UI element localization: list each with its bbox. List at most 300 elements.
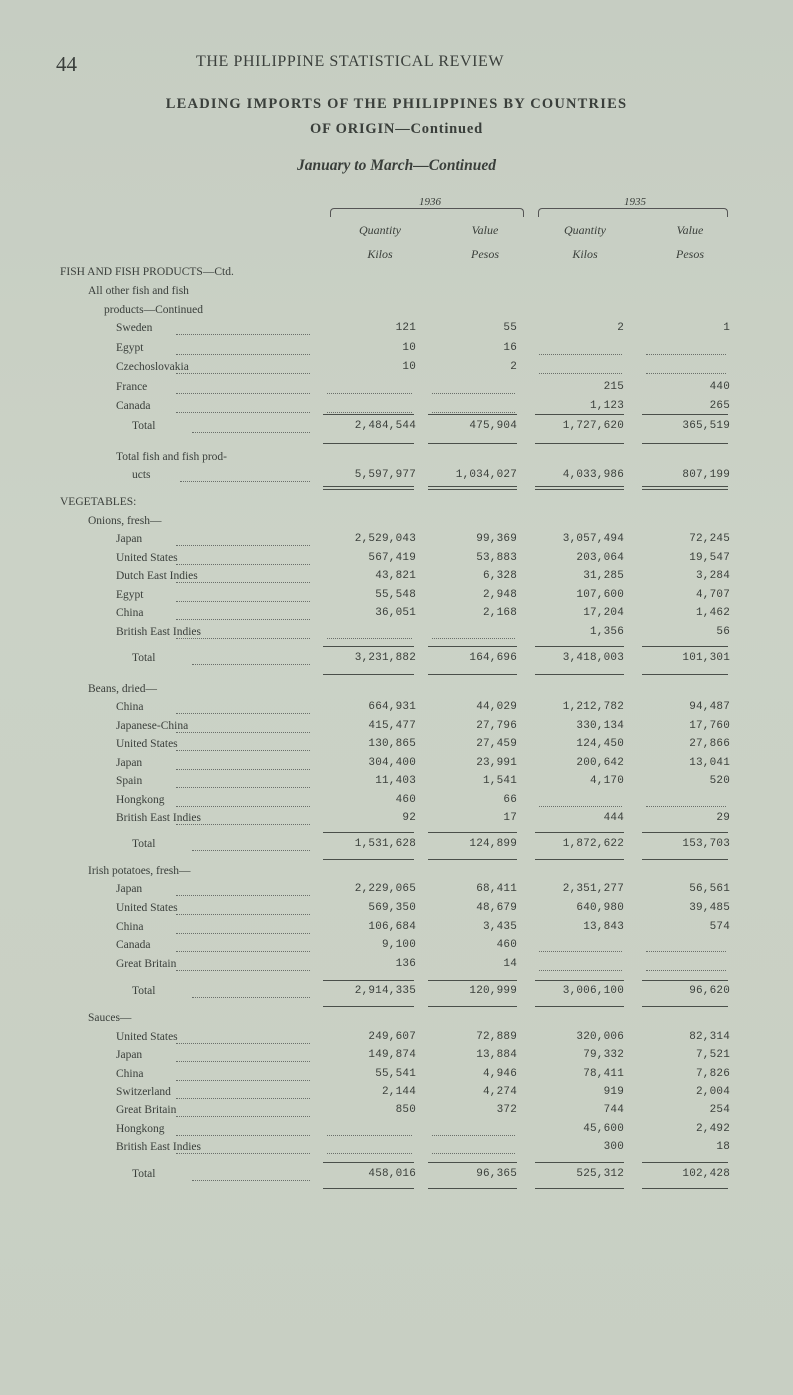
total-rule xyxy=(428,832,517,833)
cell-q36: 92 xyxy=(402,812,416,824)
table-row xyxy=(0,361,793,379)
section-heading-vegetables: VEGETABLES: xyxy=(60,496,137,508)
cell-v36: 2,948 xyxy=(482,588,517,601)
cell-v36: 14 xyxy=(503,958,517,971)
row-label: Canada xyxy=(116,400,151,413)
cell-q35: 1,356 xyxy=(589,626,624,638)
total-rule xyxy=(642,646,728,647)
cell-q35: 744 xyxy=(603,1104,624,1117)
leader-dots xyxy=(176,933,310,934)
table-row xyxy=(0,902,793,920)
row-label: China xyxy=(116,920,144,933)
table-row xyxy=(0,958,793,976)
total-rule xyxy=(642,832,728,833)
empty-cell xyxy=(539,806,622,807)
cell-q35: 444 xyxy=(603,812,624,824)
total-rule xyxy=(535,414,624,415)
leader-dots xyxy=(176,601,310,602)
cell-v35: 4,707 xyxy=(695,588,730,601)
table-row xyxy=(0,342,793,360)
leader-dots xyxy=(176,824,310,825)
total-rule xyxy=(323,859,414,860)
cell-v36: 475,904 xyxy=(469,420,517,432)
col-value-1935: Value xyxy=(676,223,704,237)
total-rule xyxy=(323,980,414,981)
table-row xyxy=(0,921,793,939)
total-rule xyxy=(428,414,517,415)
cell-q36: 55,541 xyxy=(375,1067,416,1080)
cell-q35: 79,332 xyxy=(583,1049,624,1062)
subsection-heading-other-fish: All other fish and fish xyxy=(88,285,189,297)
total-rule xyxy=(642,674,728,675)
cell-v36: 4,274 xyxy=(482,1085,517,1098)
total-rule xyxy=(535,832,624,833)
total-rule xyxy=(535,443,624,444)
row-label: United States xyxy=(116,738,178,750)
cell-q36: 664,931 xyxy=(368,701,416,713)
cell-v35: 3,284 xyxy=(695,570,730,583)
table-row xyxy=(0,533,793,551)
cell-q36: 11,403 xyxy=(375,775,416,787)
total-rule xyxy=(535,1162,624,1163)
table-row xyxy=(0,1123,793,1141)
cell-q36: 2,144 xyxy=(381,1085,416,1098)
cell-q36: 5,597,977 xyxy=(354,469,416,481)
cell-v35: 82,314 xyxy=(689,1031,730,1043)
empty-cell xyxy=(327,1153,412,1154)
row-label: Great Britain xyxy=(116,1104,177,1117)
subsection-heading-beans: Beans, dried— xyxy=(88,683,157,695)
leader-dots xyxy=(176,1043,310,1044)
cell-q35: 78,411 xyxy=(583,1067,624,1080)
total-rule xyxy=(428,1188,517,1189)
cell-v36: 372 xyxy=(496,1104,517,1117)
cell-v35: 96,620 xyxy=(689,985,730,997)
total-row xyxy=(0,652,793,670)
leader-dots xyxy=(176,970,310,971)
total-rule xyxy=(642,489,728,490)
total-rule xyxy=(323,414,414,415)
leader-dots xyxy=(176,354,310,355)
cell-v36: 17 xyxy=(503,812,517,824)
cell-v36: 460 xyxy=(496,939,517,952)
total-rule xyxy=(428,674,517,675)
empty-cell xyxy=(432,638,515,639)
cell-v36: 44,029 xyxy=(476,701,517,713)
cell-v35: 27,866 xyxy=(689,738,730,750)
cell-v36: 27,459 xyxy=(476,738,517,750)
cell-v36: 96,365 xyxy=(476,1168,517,1180)
table-row xyxy=(0,570,793,588)
cell-v36: 2 xyxy=(510,361,517,374)
cell-q36: 3,231,882 xyxy=(354,652,416,664)
row-label: China xyxy=(116,607,144,620)
leader-dots xyxy=(192,664,310,665)
cell-q36: 121 xyxy=(395,322,416,334)
cell-q35: 3,418,003 xyxy=(562,652,624,664)
table-row xyxy=(0,607,793,625)
table-title: LEADING IMPORTS OF THE PHILIPPINES BY COUNTRIES xyxy=(165,96,628,112)
leader-dots xyxy=(176,1116,310,1117)
table-row xyxy=(0,1068,793,1086)
total-rule xyxy=(642,1162,728,1163)
col-kilos-1936: Kilos xyxy=(367,247,393,261)
cell-v35: 101,301 xyxy=(682,652,730,664)
total-rule xyxy=(323,832,414,833)
table-row xyxy=(0,883,793,901)
year-1935-brace xyxy=(538,208,728,217)
row-label: British East Indies xyxy=(116,812,201,824)
col-kilos-1935: Kilos xyxy=(572,247,598,261)
row-label: Hongkong xyxy=(116,793,165,806)
cell-v36: 16 xyxy=(503,341,517,354)
total-rule xyxy=(535,980,624,981)
total-rule xyxy=(323,1006,414,1007)
table-row xyxy=(0,794,793,812)
cell-v35: 153,703 xyxy=(682,838,730,850)
row-label: Japan xyxy=(116,756,143,769)
cell-q36: 2,484,544 xyxy=(354,420,416,432)
leader-dots xyxy=(176,619,310,620)
cell-q36: 460 xyxy=(395,793,416,806)
cell-q36: 10 xyxy=(402,361,416,374)
row-label: Japan xyxy=(116,533,143,545)
cell-v35: 19,547 xyxy=(689,551,730,564)
table-title-continued: OF ORIGIN—Continued xyxy=(310,121,483,137)
leader-dots xyxy=(176,545,310,546)
row-label: Sweden xyxy=(116,322,153,334)
cell-q35: 1,123 xyxy=(589,400,624,413)
total-rule xyxy=(642,859,728,860)
cell-q36: 458,016 xyxy=(368,1168,416,1180)
cell-q35: 1,872,622 xyxy=(562,838,624,850)
total-rule xyxy=(642,1006,728,1007)
cell-q35: 1,212,782 xyxy=(562,701,624,713)
total-rule xyxy=(428,980,517,981)
cell-v36: 72,889 xyxy=(476,1031,517,1043)
col-value-1936: Value xyxy=(471,223,499,237)
cell-q36: 149,874 xyxy=(368,1049,416,1062)
total-rule xyxy=(535,1188,624,1189)
table-row xyxy=(0,775,793,793)
cell-q35: 919 xyxy=(603,1085,624,1098)
table-subtitle: January to March—Continued xyxy=(297,157,496,174)
subsection-heading-potatoes: Irish potatoes, fresh— xyxy=(88,865,191,877)
page-number: 44 xyxy=(56,52,77,76)
leader-dots xyxy=(176,769,310,770)
cell-v35: 2,492 xyxy=(695,1122,730,1135)
subsection-heading-onions: Onions, fresh— xyxy=(88,515,162,527)
table-row xyxy=(0,1141,793,1159)
leader-dots xyxy=(176,1061,310,1062)
cell-q36: 1,531,628 xyxy=(354,838,416,850)
cell-v35: 254 xyxy=(709,1104,730,1117)
grand-total-label: Total fish and fish prod- xyxy=(116,451,227,463)
cell-v35: 29 xyxy=(716,812,730,824)
row-label: United States xyxy=(116,1031,178,1043)
row-label: Great Britain xyxy=(116,958,177,971)
row-label: Canada xyxy=(116,939,151,952)
leader-dots xyxy=(176,564,310,565)
section-heading-fish: FISH AND FISH PRODUCTS—Ctd. xyxy=(60,266,234,278)
cell-q35: 1,727,620 xyxy=(562,420,624,432)
row-label: British East Indies xyxy=(116,626,201,638)
col-quantity-1936: Quantity xyxy=(359,223,401,237)
total-row xyxy=(0,838,793,856)
cell-v35: 17,760 xyxy=(689,719,730,732)
table-row xyxy=(0,939,793,957)
grand-total-label-cont: ucts xyxy=(132,469,151,481)
cell-q36: 569,350 xyxy=(368,901,416,914)
leader-dots xyxy=(176,638,310,639)
cell-v35: 72,245 xyxy=(689,533,730,545)
cell-q35: 330,134 xyxy=(576,719,624,732)
leader-dots xyxy=(176,1153,310,1154)
cell-v35: 440 xyxy=(709,380,730,393)
cell-q36: 9,100 xyxy=(381,939,416,952)
total-rule xyxy=(428,489,517,490)
row-label: Total xyxy=(132,838,156,850)
cell-q36: 850 xyxy=(395,1104,416,1117)
row-label: Egypt xyxy=(116,341,144,354)
cell-v36: 66 xyxy=(503,793,517,806)
table-row xyxy=(0,757,793,775)
cell-v35: 18 xyxy=(716,1140,730,1153)
cell-v36: 164,696 xyxy=(469,652,517,664)
cell-v36: 6,328 xyxy=(482,570,517,583)
total-rule xyxy=(642,1188,728,1189)
table-row xyxy=(0,720,793,738)
leader-dots xyxy=(176,334,310,335)
table-row xyxy=(0,812,793,830)
leader-dots xyxy=(176,787,310,788)
year-1935-label: 1935 xyxy=(624,196,646,208)
total-rule xyxy=(535,1006,624,1007)
col-pesos-1936: Pesos xyxy=(471,247,499,261)
leader-dots xyxy=(176,951,310,952)
total-rule xyxy=(642,443,728,444)
row-label: Total xyxy=(132,652,156,664)
cell-v36: 53,883 xyxy=(476,551,517,564)
cell-v36: 55 xyxy=(503,322,517,334)
total-rule xyxy=(535,646,624,647)
cell-v36: 1,541 xyxy=(482,775,517,787)
total-rule xyxy=(535,859,624,860)
empty-cell xyxy=(327,1135,412,1136)
cell-v36: 1,034,027 xyxy=(455,469,517,481)
cell-q36: 304,400 xyxy=(368,756,416,769)
cell-q35: 31,285 xyxy=(583,570,624,583)
cell-v35: 574 xyxy=(709,920,730,933)
row-label: Total xyxy=(132,985,156,997)
cell-q36: 43,821 xyxy=(375,570,416,583)
total-rule xyxy=(428,443,517,444)
empty-cell xyxy=(327,638,412,639)
leader-dots xyxy=(176,582,310,583)
cell-v35: 7,521 xyxy=(695,1049,730,1062)
row-label: Hongkong xyxy=(116,1122,165,1135)
empty-cell xyxy=(539,373,622,374)
leader-dots xyxy=(192,432,310,433)
table-row xyxy=(0,1104,793,1122)
empty-cell xyxy=(646,951,726,952)
table-row xyxy=(0,400,793,418)
table-row xyxy=(0,1049,793,1067)
leader-dots xyxy=(176,750,310,751)
total-row xyxy=(0,420,793,438)
total-rule xyxy=(323,674,414,675)
cell-q36: 10 xyxy=(402,341,416,354)
cell-q35: 2,351,277 xyxy=(562,883,624,895)
empty-cell xyxy=(432,393,515,394)
table-row xyxy=(0,1031,793,1049)
cell-v35: 365,519 xyxy=(682,420,730,432)
cell-v36: 120,999 xyxy=(469,985,517,997)
empty-cell xyxy=(432,1135,515,1136)
leader-dots xyxy=(176,1080,310,1081)
leader-dots xyxy=(176,732,310,733)
table-row xyxy=(0,626,793,644)
table-row xyxy=(0,738,793,756)
cell-v35: 1 xyxy=(723,322,730,334)
running-head: THE PHILIPPINE STATISTICAL REVIEW xyxy=(196,53,505,70)
cell-q36: 136 xyxy=(395,958,416,971)
cell-v35: 265 xyxy=(709,400,730,413)
empty-cell xyxy=(646,354,726,355)
row-label: Switzerland xyxy=(116,1085,171,1098)
cell-q36: 2,529,043 xyxy=(354,533,416,545)
leader-dots xyxy=(180,481,310,482)
cell-q35: 13,843 xyxy=(583,920,624,933)
cell-v35: 102,428 xyxy=(682,1168,730,1180)
subsection-heading-other-fish-cont: products—Continued xyxy=(104,304,204,316)
total-rule xyxy=(323,486,414,487)
cell-v35: 520 xyxy=(709,775,730,787)
cell-q35: 640,980 xyxy=(576,901,624,914)
row-label: Total xyxy=(132,1168,156,1180)
cell-v36: 23,991 xyxy=(476,756,517,769)
table-row xyxy=(0,552,793,570)
row-label: Total xyxy=(132,420,156,432)
empty-cell xyxy=(432,1153,515,1154)
col-pesos-1935: Pesos xyxy=(676,247,704,261)
leader-dots xyxy=(176,1098,310,1099)
row-label: Czechoslovakia xyxy=(116,361,189,374)
cell-v35: 1,462 xyxy=(695,607,730,620)
cell-q35: 3,006,100 xyxy=(562,985,624,997)
total-rule xyxy=(642,414,728,415)
total-rule xyxy=(428,1162,517,1163)
leader-dots xyxy=(176,1135,310,1136)
cell-v35: 2,004 xyxy=(695,1085,730,1098)
row-label: Japan xyxy=(116,883,143,895)
cell-v36: 124,899 xyxy=(469,838,517,850)
cell-v35: 94,487 xyxy=(689,701,730,713)
cell-v35: 807,199 xyxy=(682,469,730,481)
cell-q35: 124,450 xyxy=(576,738,624,750)
cell-q35: 4,170 xyxy=(589,775,624,787)
empty-cell xyxy=(327,393,412,394)
cell-v36: 2,168 xyxy=(482,607,517,620)
cell-v36: 99,369 xyxy=(476,533,517,545)
total-rule xyxy=(535,486,624,487)
year-1936-label: 1936 xyxy=(419,196,441,208)
cell-q35: 45,600 xyxy=(583,1122,624,1135)
table-row xyxy=(0,701,793,719)
leader-dots xyxy=(176,373,310,374)
cell-q35: 203,064 xyxy=(576,551,624,564)
total-row xyxy=(0,985,793,1003)
cell-v35: 56,561 xyxy=(689,883,730,895)
row-label: United States xyxy=(116,901,178,914)
leader-dots xyxy=(176,713,310,714)
total-rule xyxy=(642,980,728,981)
total-rule xyxy=(428,646,517,647)
total-rule xyxy=(642,486,728,487)
cell-q36: 2,914,335 xyxy=(354,985,416,997)
cell-v36: 48,679 xyxy=(476,901,517,914)
empty-cell xyxy=(646,970,726,971)
cell-q36: 2,229,065 xyxy=(354,883,416,895)
table-row xyxy=(0,589,793,607)
col-quantity-1935: Quantity xyxy=(564,223,606,237)
row-label: Egypt xyxy=(116,588,144,601)
leader-dots xyxy=(176,806,310,807)
row-label: Japanese-China xyxy=(116,719,189,732)
grand-total-row xyxy=(0,469,793,487)
empty-cell xyxy=(646,806,726,807)
cell-q36: 36,051 xyxy=(375,607,416,620)
cell-q35: 17,204 xyxy=(583,607,624,620)
total-rule xyxy=(428,859,517,860)
leader-dots xyxy=(176,393,310,394)
row-label: Japan xyxy=(116,1049,143,1062)
total-row xyxy=(0,1168,793,1186)
cell-v36: 68,411 xyxy=(476,883,517,895)
table-row xyxy=(0,381,793,399)
table-row xyxy=(0,322,793,340)
cell-v36: 13,884 xyxy=(476,1049,517,1062)
row-label: British East Indies xyxy=(116,1140,201,1153)
cell-v36: 27,796 xyxy=(476,719,517,732)
row-label: Spain xyxy=(116,775,143,787)
row-label: France xyxy=(116,380,148,393)
cell-q36: 567,419 xyxy=(368,551,416,564)
cell-q36: 55,548 xyxy=(375,588,416,601)
cell-q35: 215 xyxy=(603,380,624,393)
empty-cell xyxy=(539,354,622,355)
leader-dots xyxy=(192,1180,310,1181)
cell-q36: 415,477 xyxy=(368,719,416,732)
cell-q35: 200,642 xyxy=(576,756,624,769)
empty-cell xyxy=(646,373,726,374)
total-rule xyxy=(535,674,624,675)
row-label: China xyxy=(116,701,144,713)
cell-v35: 13,041 xyxy=(689,756,730,769)
table-row xyxy=(0,1086,793,1104)
row-label: China xyxy=(116,1067,144,1080)
cell-v36: 3,435 xyxy=(482,920,517,933)
cell-q35: 2 xyxy=(617,322,624,334)
cell-q35: 3,057,494 xyxy=(562,533,624,545)
row-label: Dutch East Indies xyxy=(116,570,198,583)
total-rule xyxy=(323,443,414,444)
cell-q36: 249,607 xyxy=(368,1031,416,1043)
cell-q35: 107,600 xyxy=(576,588,624,601)
total-rule xyxy=(428,1006,517,1007)
total-rule xyxy=(323,1188,414,1189)
leader-dots xyxy=(176,895,310,896)
